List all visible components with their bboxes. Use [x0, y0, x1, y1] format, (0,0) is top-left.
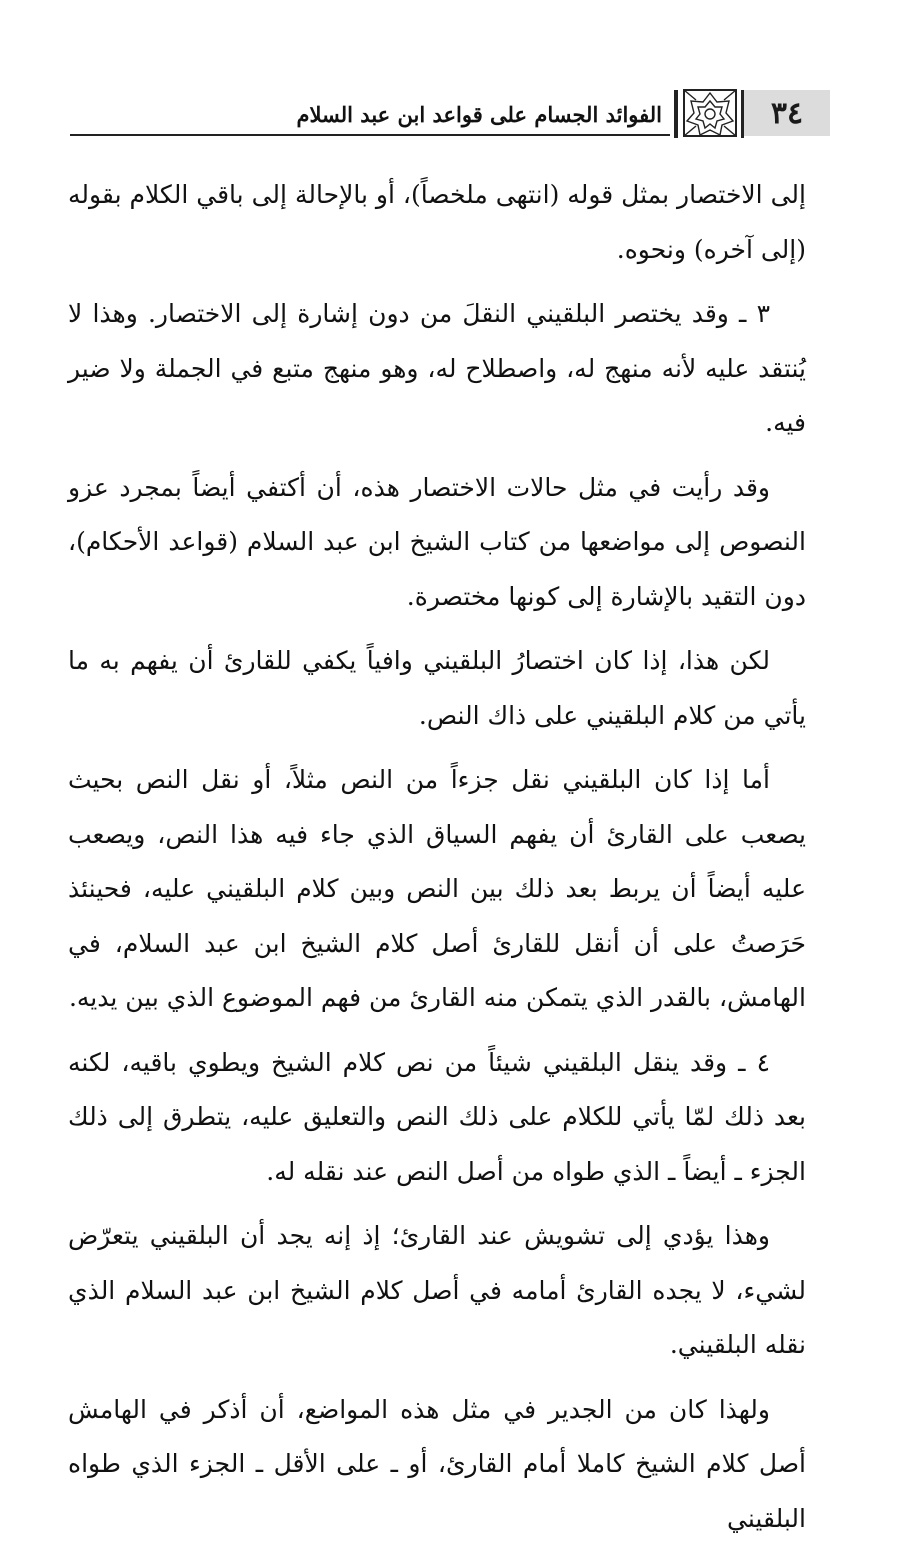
paragraph: أما إذا كان البلقيني نقل جزءاً من النص مثلاً، أو نقل النص بحيث يصعب على القارئ أن يفهم السياق الذي جاء فيه هذا النص، ويصعب عليه أيضاً أن يربط بعد ذلك بين النص وبين كلام البلقيني عليه، فحينئذ حَرَصتُ على أن أنقل للقارئ أصل كلام الشيخ ابن عبد السلام، في الهامش، بالقدر الذي يتمكن منه القارئ من فهم الموضوع الذي بين يديه.	[68, 765, 806, 1012]
paragraph: وقد رأيت في مثل حالات الاختصار هذه، أن أكتفي أيضاً بمجرد عزو النصوص إلى مواضعها من كتاب الشيخ ابن عبد السلام (قواعد الأحكام)، دون التقيد بالإشارة إلى كونها مختصرة.	[68, 472, 806, 611]
paragraph: لكن هذا، إذا كان اختصارُ البلقيني وافياً يكفي للقارئ أن يفهم به ما يأتي من كلام البلقيني على ذاك النص.	[68, 646, 806, 730]
page-number-box	[744, 90, 830, 136]
ornament-icon	[682, 88, 738, 138]
header-divider	[741, 90, 744, 138]
paragraph: وهذا يؤدي إلى تشويش عند القارئ؛ إذ إنه يجد أن البلقيني يتعرّض لشيء، لا يجده القارئ أمامه في أصل كلام الشيخ ابن عبد السلام الذي نقله البلقيني.	[68, 1221, 806, 1359]
header-divider	[674, 90, 678, 138]
header-rule	[70, 134, 670, 136]
running-title: الفوائد الجسام على قواعد ابن عبد السلام	[296, 102, 662, 127]
running-header	[70, 82, 830, 142]
page-number: ٣٤	[770, 95, 804, 131]
paragraph: ولهذا كان من الجدير في مثل هذه المواضع، أن أذكر في الهامش أصل كلام الشيخ كاملا أمام القارئ، أو ـ على الأقل ـ الجزء الذي طواه البلقيني	[68, 1394, 806, 1533]
paragraph: ٤ ـ وقد ينقل البلقيني شيئاً من نص كلام الشيخ ويطوي باقيه، لكنه بعد ذلك لمّا يأتي للكلام على ذلك النص والتعليق عليه، يتطرق إلى ذلك الجزء ـ أيضاً ـ الذي طواه من أصل النص عند نقله له.	[68, 1047, 806, 1186]
page-body	[68, 168, 806, 1556]
paragraph: ٣ ـ وقد يختصر البلقيني النقلَ من دون إشارة إلى الاختصار. وهذا لا يُنتقد عليه لأنه منهج له، واصطلاح له، وهو منهج متبع في الجملة ولا ضير فيه.	[68, 299, 806, 437]
paragraph: إلى الاختصار بمثل قوله (انتهى ملخصاً)، أو بالإحالة إلى باقي الكلام بقوله (إلى آخره) ونحوه.	[68, 180, 806, 264]
